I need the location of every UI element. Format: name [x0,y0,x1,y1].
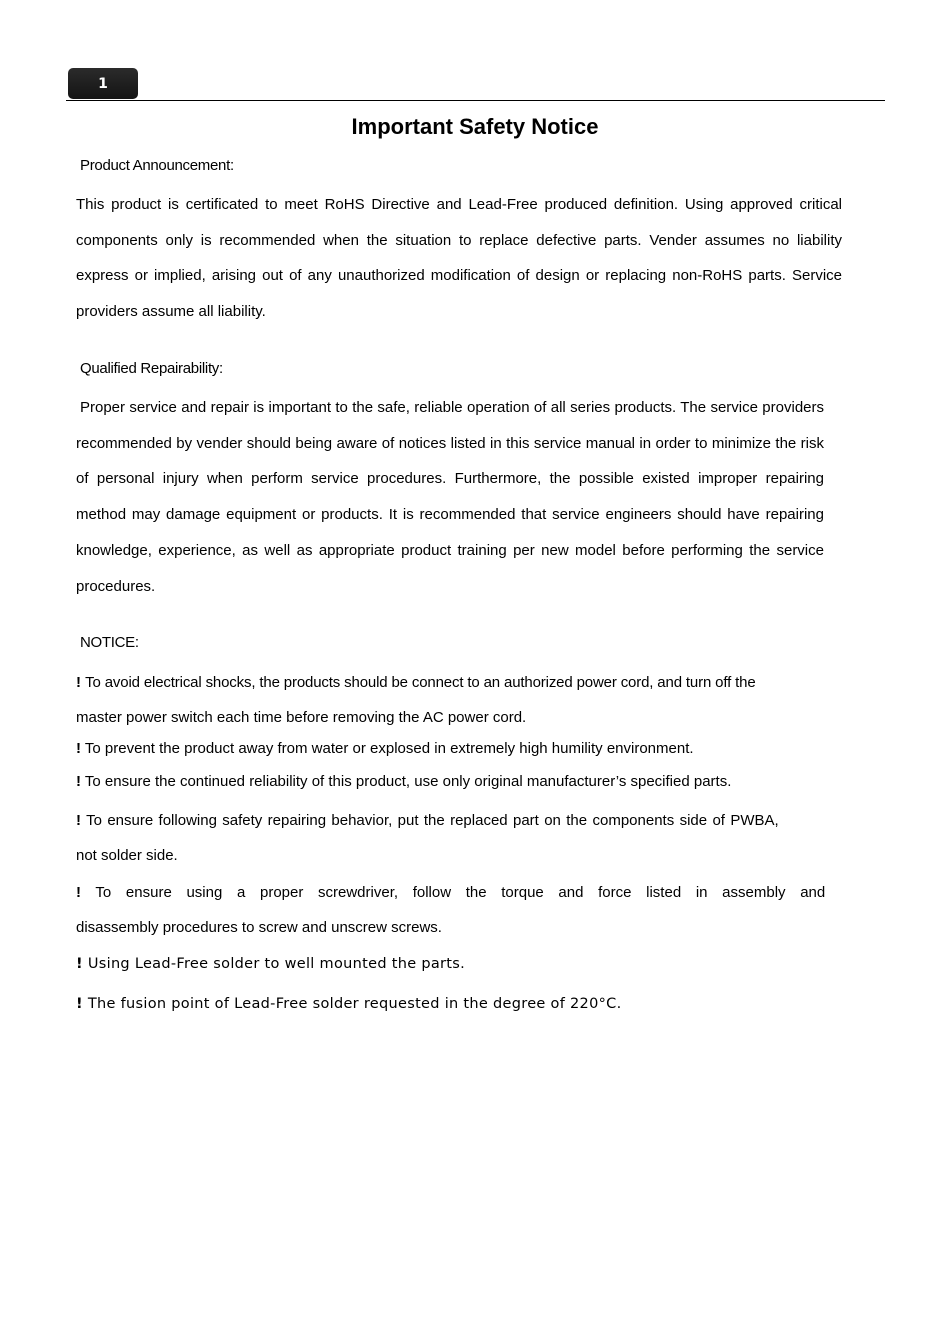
section-label-qualified-repairability: Qualified Repairability: [80,360,223,377]
notice-item [76,812,779,829]
exclamation-icon: ! [76,956,83,972]
section-label-notice: NOTICE: [80,634,139,651]
notice-item [76,740,694,757]
notice-item-text: To avoid electrical shocks, the products should be connect to an authorized power cord, and turn off the [85,674,756,691]
notice-item-text: To ensure following safety repairing behavior, put the replaced part on the components side of PWBA, [86,812,779,829]
page-number-badge [68,68,138,99]
notice-item-text: To prevent the product away from water or explosed in extremely high humility environment. [84,740,694,757]
notice-item [76,956,465,972]
exclamation-icon: ! [76,996,83,1012]
paragraph-product-announcement: This product is certificated to meet RoHS Directive and Lead-Free produced definition. Using approved critical components only is recommended when the situation to replace defective parts. Vender assumes no liability express or implied, arising out of any unauthorized modification of design or replacing non-RoHS parts. Service providers assume all liability. [76,196,842,321]
page-number: 1 [98,75,108,92]
notice-item-continuation: master power switch each time before removing the AC power cord. [76,709,527,726]
notice-item-text: To ensure using a proper screwdriver, follow the torque and force listed in assembly and [95,884,826,901]
notice-item-text: The fusion point of Lead-Free solder requested in the degree of 220°C. [87,996,622,1012]
exclamation-icon: ! [76,812,81,829]
notice-item [76,773,731,790]
exclamation-icon: ! [76,674,81,691]
paragraph-qualified-repairability: Proper service and repair is important to the safe, reliable operation of all series products. The service providers recommended by vender should being aware of notices listed in this service manual in order to minimize the risk of personal injury when perform service procedures. Furthermore, the possible existed improper repairing method may damage equipment or products. It is recommended that service engineers should have repairing knowledge, experience, as well as appropriate product training per new model before performing the service procedures. [76,399,824,595]
notice-item-continuation: not solder side. [76,847,178,864]
notice-item [76,674,756,691]
header-divider [66,100,885,101]
section-label-product-announcement: Product Announcement: [80,157,234,174]
notice-item [76,996,622,1012]
notice-item [76,884,825,901]
exclamation-icon: ! [76,773,81,790]
notice-item-text: To ensure the continued reliability of this product, use only original manufacturer’s specified parts. [84,773,732,790]
exclamation-icon: ! [76,740,81,757]
notice-item-continuation: disassembly procedures to screw and unscrew screws. [76,919,442,936]
notice-item-text: Using Lead-Free solder to well mounted the parts. [87,956,466,972]
page-title: Important Safety Notice [351,114,599,139]
exclamation-icon: ! [76,884,81,901]
